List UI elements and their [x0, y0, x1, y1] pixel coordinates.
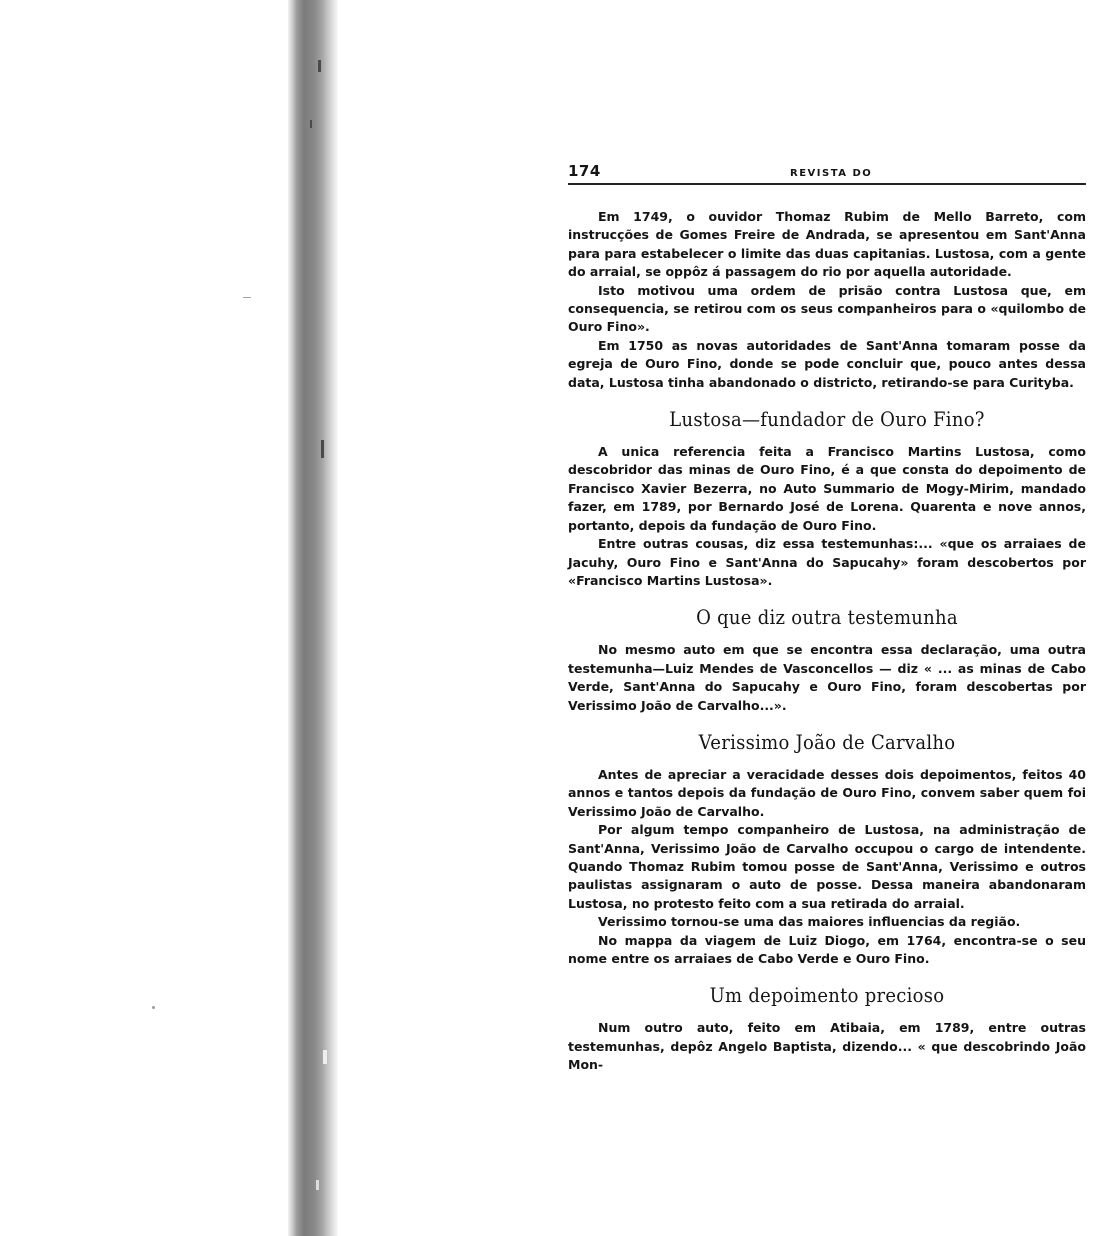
journal-name: REVISTA DO: [790, 168, 873, 179]
paragraph: Num outro auto, feito em Atibaia, em 1789, entre outras testemunhas, depôz Angelo Baptista, dizendo... « que descobrindo João Mon-: [568, 1020, 1086, 1073]
paragraph: No mesmo auto em que se encontra essa declaração, uma outra testemunha—Luiz Mendes de Vasconcellos — diz « ... as minas de Cabo Verde, Sant'Anna do Sapucahy e Ouro Fino, foram descobertas por Verissimo João de Carvalho...».: [568, 642, 1086, 713]
section-title: O que diz outra testemunha: [696, 605, 958, 630]
section-title: Lustosa—fundador de Ouro Fino?: [669, 407, 985, 432]
paragraph: Isto motivou uma ordem de prisão contra Lustosa que, em consequencia, se retirou com os seus companheiros para o «quilombo de Ouro Fino».: [568, 282, 1086, 335]
article-body: [568, 208, 1086, 1075]
paragraph: Entre outras cousas, diz essa testemunhas:... «que os arraiaes de Jacuhy, Ouro Fino e Sant'Anna do Sapucahy» foram descobertos por «Francisco Martins Lustosa».: [568, 536, 1086, 588]
section-title: Verissimo João de Carvalho: [698, 729, 956, 754]
header-rule: [568, 183, 1086, 185]
gutter-speck: [310, 120, 312, 128]
paragraph: No mappa da viagem de Luiz Diogo, em 1764, encontra-se o seu nome entre os arraiaes de Cabo Verde e Ouro Fino.: [568, 932, 1086, 966]
section-title: Um depoimento precioso: [709, 983, 945, 1008]
binding-gutter-shadow: [288, 0, 338, 1236]
paragraph: Em 1750 as novas autoridades de Sant'Anna tomaram posse da egreja de Ouro Fino, donde se pode concluir que, pouco antes dessa data, Lustosa tinha abandonado o districto, retirando-se para Curityba.: [568, 337, 1086, 390]
paragraph: Por algum tempo companheiro de Lustosa, na administração de Sant'Anna, Verissimo João de Carvalho occupou o cargo de intendente. Quando Thomaz Rubim tomou posse de Sant'Anna, Verissimo e outros paulistas assignaram o auto de posse. Dessa maneira abandonaram Lustosa, no protesto feito com a sua retirada do arraial.: [568, 822, 1086, 911]
page: [568, 158, 1086, 1075]
paragraph: Em 1749, o ouvidor Thomaz Rubim de Mello Barreto, com instrucções de Gomes Freire de Andrada, se apresentou em Sant'Anna para para estabelecer o limite das duas capitanias. Lustosa, com a gente do arraial, se oppôz á passagem do rio por aquella autoridade.: [568, 209, 1086, 280]
gutter-speck: [316, 1180, 319, 1190]
paragraph: Verissimo tornou-se uma das maiores influencias da região.: [598, 914, 1021, 930]
page-number: 174: [568, 162, 601, 180]
gutter-speck: [318, 60, 321, 72]
scan-speck: [152, 1006, 155, 1009]
gutter-speck: [323, 1050, 327, 1064]
running-head: [568, 158, 1086, 188]
gutter-speck: [321, 440, 324, 458]
paragraph: A unica referencia feita a Francisco Martins Lustosa, como descobridor das minas de Ouro Fino, é a que consta do depoimento de Francisco Xavier Bezerra, no Auto Summario de Mogy-Mirim, mandado fazer, em 1789, por Bernardo José de Lorena. Quarenta e nove annos, portanto, depois da fundação de Ouro Fino.: [568, 444, 1086, 533]
paragraph: Antes de apreciar a veracidade desses dois depoimentos, feitos 40 annos e tantos depois da fundação de Ouro Fino, convem saber quem foi Verissimo João de Carvalho.: [568, 766, 1086, 819]
scan-speck: [243, 297, 251, 298]
